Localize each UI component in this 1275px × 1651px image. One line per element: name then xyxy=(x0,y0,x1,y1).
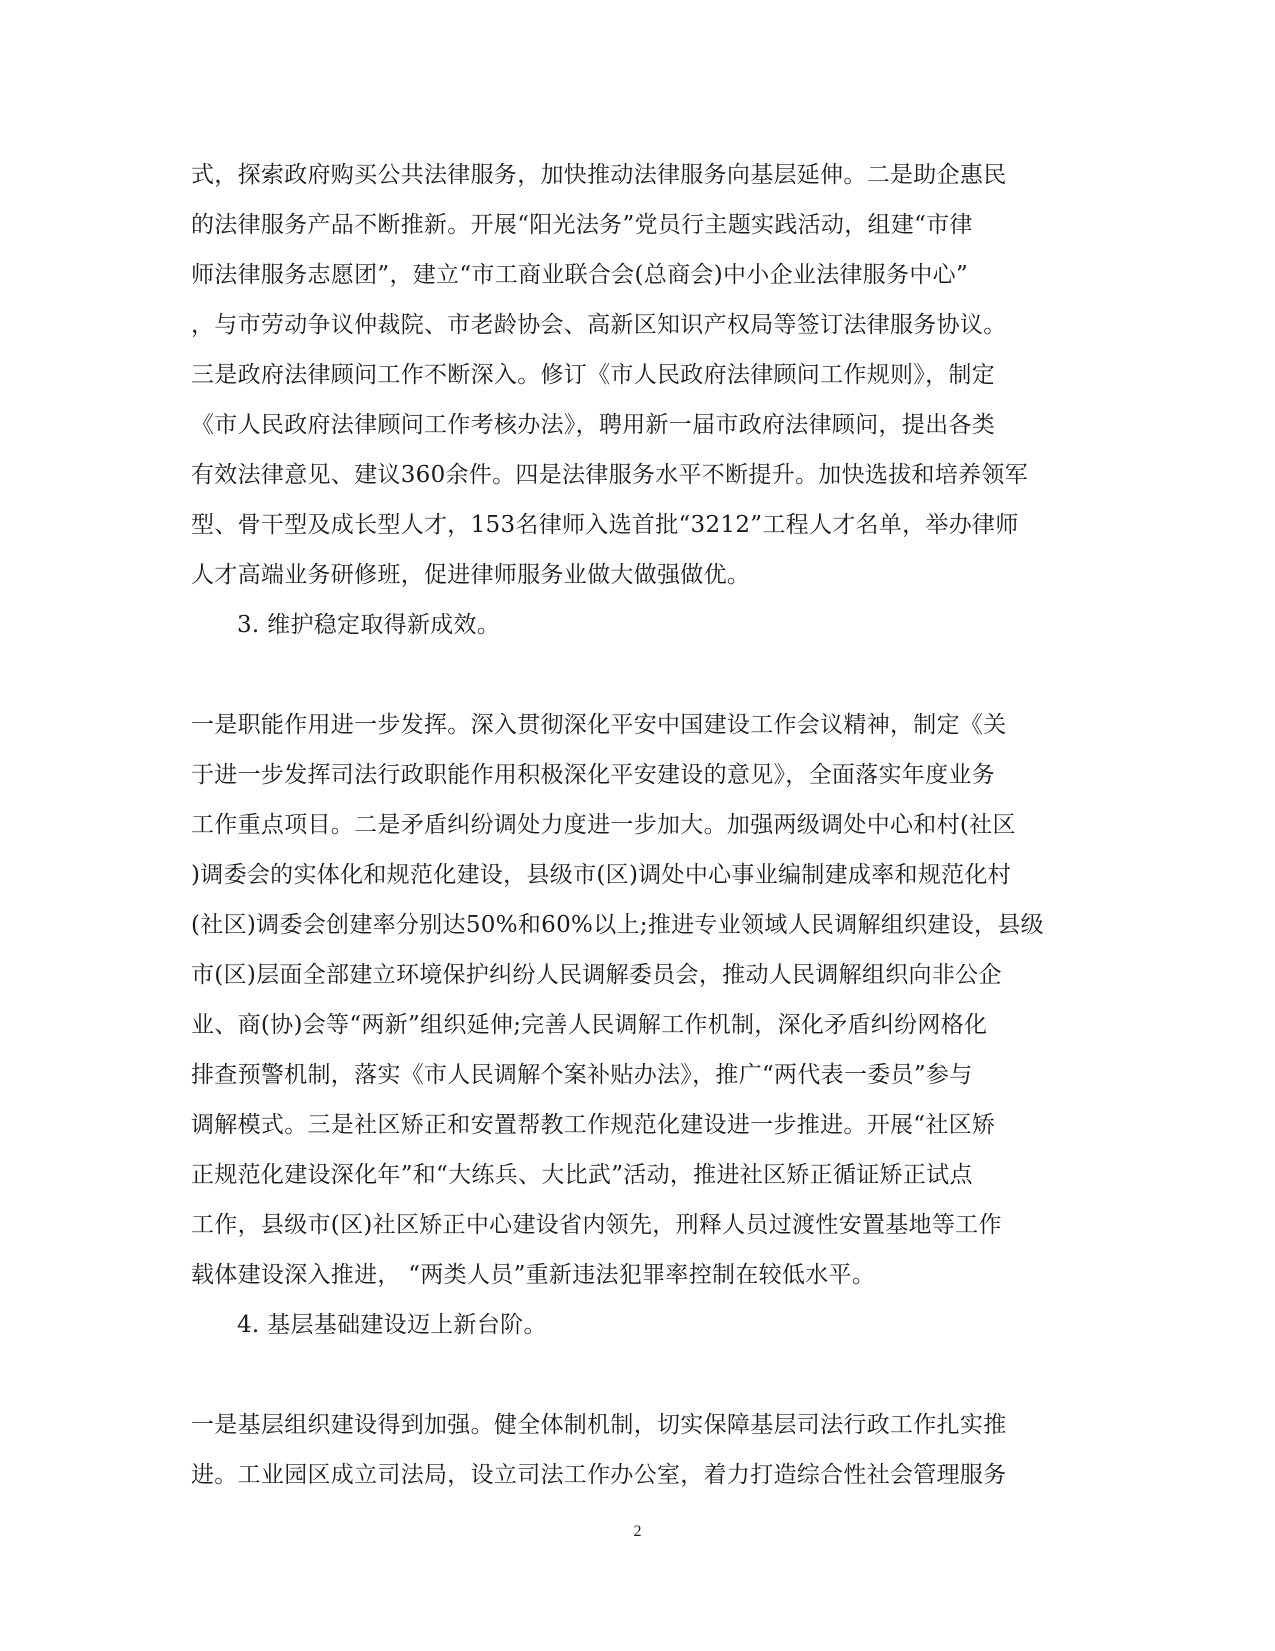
section-heading-4 xyxy=(237,1300,1132,1350)
text-line: 市(区)层面全部建立环境保护纠纷人民调解委员会，推动人民调解组织向非公企 xyxy=(191,962,1002,988)
text-line: 的法律服务产品不断推新。开展“阳光法务”党员行主题实践活动，组建“市律 xyxy=(191,212,973,238)
text-line: 进。工业园区成立司法局，设立司法工作办公室，着力打造综合性社会管理服务 xyxy=(191,1462,1007,1488)
paragraph-stability xyxy=(191,700,1086,1300)
heading-text: 4. 基层基础建设迈上新台阶。 xyxy=(237,1312,547,1338)
paragraph-legal-services xyxy=(191,150,1086,600)
heading-text: 3. 维护稳定取得新成效。 xyxy=(237,612,501,638)
text-line: 工作，县级市(区)社区矫正中心建设省内领先，刑释人员过渡性安置基地等工作 xyxy=(191,1212,1002,1238)
text-line: 式，探索政府购买公共法律服务，加快推动法律服务向基层延伸。二是助企惠民 xyxy=(191,162,1007,188)
text-line: 《市人民政府法律顾问工作考核办法》，聘用新一届市政府法律顾问，提出各类 xyxy=(191,412,995,438)
section-heading-3 xyxy=(237,600,1132,650)
text-line: 师法律服务志愿团”，建立“市工商业联合会(总商会)中小企业法律服务中心” xyxy=(191,262,969,288)
paragraph-grassroots xyxy=(191,1400,1086,1500)
text-line: 一是职能作用进一步发挥。深入贯彻深化平安中国建设工作会议精神，制定《关 xyxy=(191,712,1007,738)
text-line: (社区)调委会创建率分别达50%和60%以上;推进专业领域人民调解组织建设，县级 xyxy=(191,912,1044,938)
text-line: 正规范化建设深化年”和“大练兵、大比武”活动，推进社区矫正循证矫正试点 xyxy=(191,1162,973,1188)
text-line: 载体建设深入推进， “两类人员”重新违法犯罪率控制在较低水平。 xyxy=(191,1262,876,1288)
text-line: 业、商(协)会等“两新”组织延伸;完善人民调解工作机制，深化矛盾纠纷网格化 xyxy=(191,1012,988,1038)
text-line: 人才高端业务研修班，促进律师服务业做大做强做优。 xyxy=(191,562,751,588)
text-line: 于进一步发挥司法行政职能作用积极深化平安建设的意见》，全面落实年度业务 xyxy=(191,762,995,788)
text-line: 一是基层组织建设得到加强。健全体制机制，切实保障基层司法行政工作扎实推 xyxy=(191,1412,1007,1438)
text-line: 有效法律意见、建议360余件。四是法律服务水平不断提升。加快选拔和培养领军 xyxy=(191,462,1028,488)
text-line: 型、骨干型及成长型人才，153名律师入选首批“3212”工程人才名单，举办律师 xyxy=(191,512,1019,538)
text-line: )调委会的实体化和规范化建设，县级市(区)调处中心事业编制建成率和规范化村 xyxy=(191,862,1012,888)
text-line: 调解模式。三是社区矫正和安置帮教工作规范化建设进一步推进。开展“社区矫 xyxy=(191,1112,996,1138)
page-number: 2 xyxy=(633,1523,642,1540)
text-line: 三是政府法律顾问工作不断深入。修订《市人民政府法律顾问工作规则》，制定 xyxy=(191,362,995,388)
text-line: 工作重点项目。二是矛盾纠纷调处力度进一步加大。加强两级调处中心和村(社区 xyxy=(191,812,1016,838)
text-line: ，与市劳动争议仲裁院、市老龄协会、高新区知识产权局等签订法律服务协议。 xyxy=(191,312,1007,338)
text-line: 排查预警机制，落实《市人民调解个案补贴办法》，推广“两代表一委员”参与 xyxy=(191,1062,973,1088)
